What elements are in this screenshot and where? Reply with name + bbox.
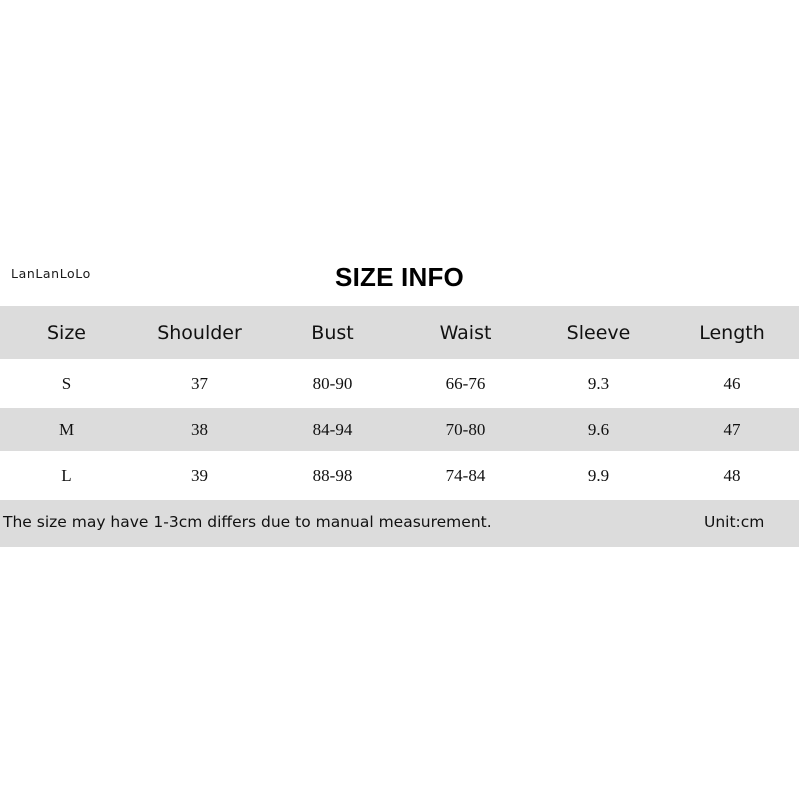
table-row: [0, 408, 799, 451]
table-header-row: [0, 306, 799, 359]
table-row: [0, 454, 799, 497]
page-title: SIZE INFO: [335, 262, 464, 292]
cell-shoulder: 39: [191, 465, 208, 485]
cell-shoulder: 38: [191, 419, 208, 439]
cell-shoulder: 37: [191, 373, 208, 393]
cell-bust: 80-90: [312, 373, 353, 393]
cell-sleeve: 9.3: [587, 373, 610, 393]
table-row: [0, 362, 799, 405]
unit-label: Unit:cm: [704, 513, 765, 531]
cell-bust: 88-98: [312, 465, 353, 485]
brand-logo-text: LanLanLoLo: [11, 266, 91, 281]
cell-bust: 84-94: [312, 419, 353, 439]
size-table: [0, 306, 799, 547]
cell-size: M: [58, 419, 75, 439]
table-footer: [0, 500, 799, 547]
cell-length: 48: [723, 465, 741, 485]
cell-waist: 70-80: [445, 419, 486, 439]
header-length: Length: [699, 321, 765, 344]
cell-length: 46: [723, 373, 741, 393]
header-waist: Waist: [439, 321, 492, 344]
header-bust: Bust: [311, 321, 354, 344]
cell-size: L: [61, 465, 72, 485]
cell-waist: 74-84: [445, 465, 486, 485]
cell-waist: 66-76: [445, 373, 486, 393]
cell-sleeve: 9.9: [587, 465, 610, 485]
header-shoulder: Shoulder: [157, 321, 242, 344]
cell-sleeve: 9.6: [587, 419, 610, 439]
header-sleeve: Sleeve: [566, 321, 631, 344]
header-size: Size: [46, 321, 86, 344]
measurement-note: The size may have 1-3cm differs due to manual measurement.: [3, 513, 492, 531]
cell-size: S: [61, 373, 72, 393]
cell-length: 47: [723, 419, 741, 439]
